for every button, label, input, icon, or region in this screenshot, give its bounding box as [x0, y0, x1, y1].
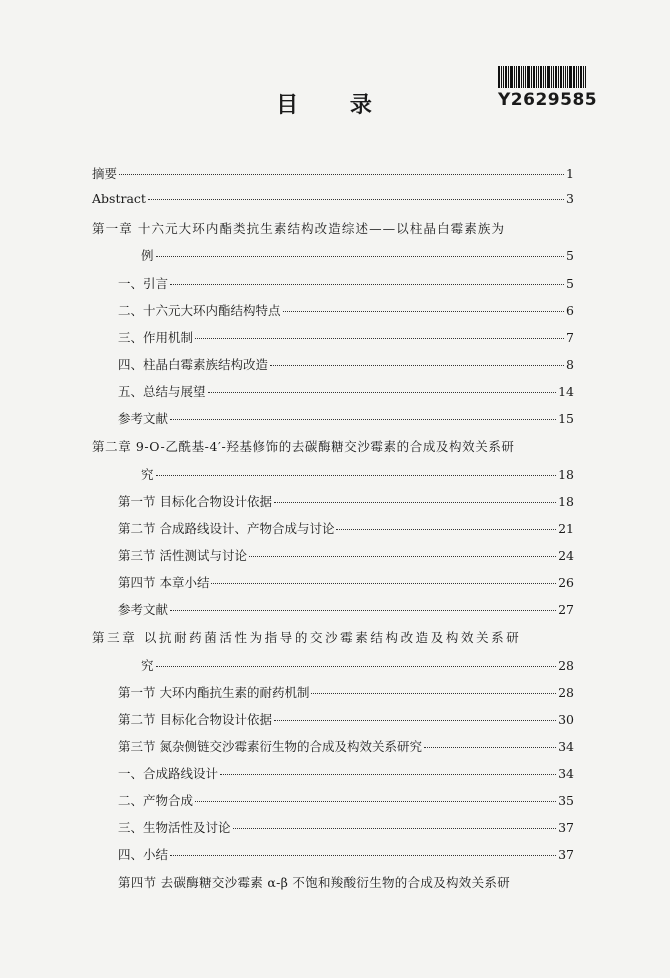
barcode-bar	[576, 66, 577, 88]
toc-entry[interactable]: 三、作用机制 7	[118, 330, 574, 345]
barcode-bar	[580, 66, 582, 88]
barcode-bar	[533, 66, 535, 88]
barcode-bar	[525, 66, 526, 88]
barcode-bar	[505, 66, 507, 88]
toc-entry[interactable]: 第四节 去碳酶糖交沙霉素 α-β 不饱和羧酸衍生物的合成及构效关系研	[118, 875, 511, 890]
toc-entry[interactable]: 第三节 活性测试与讨论 24	[118, 548, 574, 563]
barcode-bar	[501, 66, 502, 88]
barcode-bar	[521, 66, 522, 88]
barcode-bar	[565, 66, 566, 88]
barcode-bar	[518, 66, 520, 88]
barcode-bar	[527, 66, 530, 88]
toc-entry[interactable]: 一、引言 5	[118, 276, 574, 291]
barcode-bar	[503, 66, 504, 88]
barcode-bar	[558, 66, 559, 88]
barcode-bar	[573, 66, 575, 88]
barcode-bar	[538, 66, 539, 88]
toc-entry[interactable]: Abstract 3	[92, 191, 574, 206]
toc-entry[interactable]: 究 18	[141, 467, 574, 482]
barcode-bar	[540, 66, 542, 88]
toc-entry[interactable]: 第二节 合成路线设计、产物合成与讨论 21	[118, 521, 574, 536]
barcode-bar	[498, 66, 500, 88]
barcode-bar	[553, 66, 554, 88]
barcode-bar	[531, 66, 532, 88]
toc-entry[interactable]: 一、合成路线设计 34	[118, 766, 574, 781]
barcode-bar	[569, 66, 572, 88]
toc-entry[interactable]: 参考文献 27	[118, 602, 574, 617]
barcode-bar	[551, 66, 552, 88]
toc-entry[interactable]: 第一节 目标化合物设计依据 18	[118, 494, 574, 509]
toc-entry[interactable]: 摘要 1	[92, 166, 574, 181]
barcode-bar	[567, 66, 568, 88]
barcode-bar	[547, 66, 550, 88]
toc-entry[interactable]: 究 28	[141, 658, 574, 673]
barcode-bar	[585, 66, 586, 88]
barcode-bar	[514, 66, 515, 88]
barcode-bar	[510, 66, 513, 88]
toc-entry[interactable]: 第四节 本章小结 26	[118, 575, 574, 590]
barcode-bar	[555, 66, 557, 88]
barcode-bar	[523, 66, 524, 88]
barcode-bar	[543, 66, 544, 88]
toc-entry[interactable]: 二、十六元大环内酯结构特点 6	[118, 303, 574, 318]
toc-entry[interactable]: 第三节 氮杂侧链交沙霉素衍生物的合成及构效关系研究 34	[118, 739, 574, 754]
toc-entry[interactable]: 四、柱晶白霉素族结构改造 8	[118, 357, 574, 372]
toc-entry[interactable]: 四、小结 37	[118, 847, 574, 862]
barcode-bar	[583, 66, 584, 88]
toc-entry[interactable]: 第三章 以抗耐药菌活性为指导的交沙霉素结构改造及构效关系研	[92, 630, 522, 645]
barcode-number: Y2629585	[498, 90, 598, 110]
barcode-bar	[560, 66, 562, 88]
toc-entry[interactable]: 例 5	[141, 248, 574, 263]
toc-entry[interactable]: 二、产物合成 35	[118, 793, 574, 808]
toc-entry[interactable]: 三、生物活性及讨论 37	[118, 820, 574, 835]
barcode-bar	[563, 66, 564, 88]
barcode-bar	[536, 66, 537, 88]
barcode-bar	[516, 66, 517, 88]
toc-entry[interactable]: 参考文献 15	[118, 411, 574, 426]
barcode-bar	[578, 66, 579, 88]
barcode	[498, 66, 608, 88]
toc-entry[interactable]: 第二节 目标化合物设计依据 30	[118, 712, 574, 727]
toc-entry[interactable]: 第二章 9-O-乙酰基-4′-羟基修饰的去碳酶糖交沙霉素的合成及构效关系研	[92, 439, 515, 454]
barcode-bar	[545, 66, 546, 88]
toc-entry[interactable]: 第一节 大环内酯抗生素的耐药机制 28	[118, 685, 574, 700]
page-title: 目 录	[276, 92, 394, 118]
toc-entry[interactable]: 五、总结与展望 14	[118, 384, 574, 399]
barcode-bar	[508, 66, 509, 88]
toc-entry[interactable]: 第一章 十六元大环内酯类抗生素结构改造综述——以柱晶白霉素族为	[92, 221, 506, 236]
